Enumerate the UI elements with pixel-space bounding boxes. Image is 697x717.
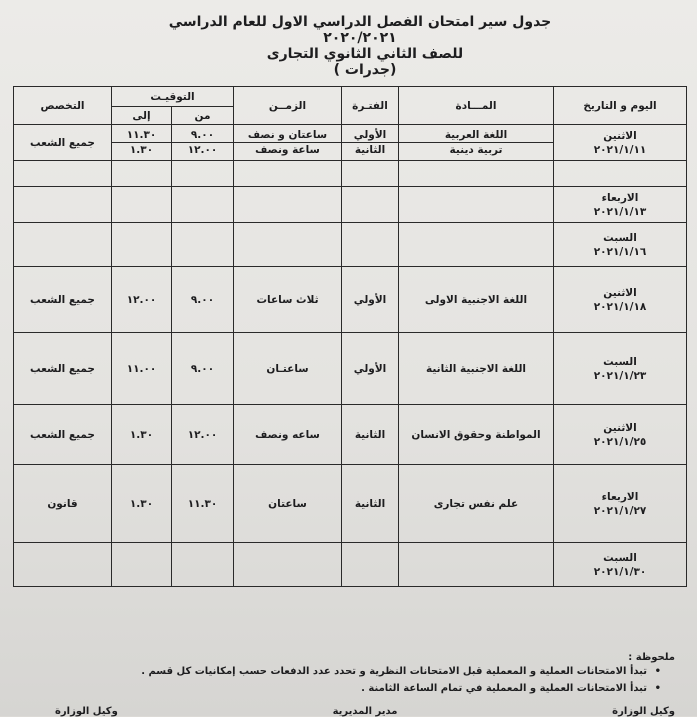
title-line-2: للصف الثاني الثانوي التجارى (جدرات ) (266, 46, 464, 78)
to-cell (112, 333, 172, 405)
duration-value: ثلاث ساعات (256, 293, 319, 306)
subject-value: تربية دينية (399, 142, 553, 157)
subject-value: اللغة الاجنبية الثانية (425, 362, 526, 375)
day-name: الاربعاء (601, 191, 639, 204)
table-row (14, 543, 687, 587)
duration-value: ساعة ونصف (234, 142, 341, 157)
to-cell (112, 223, 172, 267)
day-name: الاثنين (603, 421, 637, 434)
header-to: إلى (112, 107, 172, 125)
to-value: ١١.٠٠ (126, 362, 157, 375)
to-value: ١.٣٠ (129, 497, 154, 510)
to-cell (112, 405, 172, 465)
from-cell (172, 465, 234, 543)
period-cell (342, 161, 399, 187)
period-cell (342, 267, 399, 333)
subject-cell (399, 125, 554, 161)
subject-value: علم نفس تجارى (433, 497, 519, 510)
signature-middle: مدير المديرية (332, 706, 398, 717)
day-date-cell (554, 267, 687, 333)
duration-cell (234, 333, 342, 405)
duration-cell (234, 161, 342, 187)
day-date-cell (554, 405, 687, 465)
notes-section (35, 652, 675, 700)
subject-cell (399, 187, 554, 223)
subject-value: اللغة الاجنبية الاولى (424, 293, 528, 306)
specialization-cell: قانون (14, 465, 112, 543)
specialization-cell: جميع الشعب (14, 267, 112, 333)
to-cell (112, 187, 172, 223)
period-cell (342, 543, 399, 587)
from-value: ٩.٠٠ (190, 362, 215, 375)
specialization-cell (14, 161, 112, 187)
signatures (55, 706, 675, 717)
table-row (14, 161, 687, 187)
day-name: السبت (603, 551, 637, 564)
period-value: الثانية (354, 428, 386, 441)
from-cell (172, 405, 234, 465)
notes-title: ملحوظة : (628, 652, 675, 663)
to-cell (112, 161, 172, 187)
from-cell (172, 543, 234, 587)
header-timing: التوقيـت (112, 87, 234, 107)
to-cell (112, 125, 172, 161)
day-date-cell (554, 465, 687, 543)
duration-cell (234, 223, 342, 267)
subject-cell (399, 267, 554, 333)
from-value: ٩.٠٠ (190, 129, 215, 141)
from-cell (172, 267, 234, 333)
period-cell (342, 465, 399, 543)
period-value: الأولي (353, 293, 387, 306)
from-cell (172, 333, 234, 405)
to-cell (112, 543, 172, 587)
to-cell (112, 465, 172, 543)
to-value: ١.٣٠ (112, 142, 171, 157)
specialization-cell: جميع الشعب (14, 125, 112, 161)
specialization-cell (14, 543, 112, 587)
day-name: الاثنين (603, 286, 637, 299)
period-cell (342, 405, 399, 465)
exam-date: ٢٠٢١/١/١٨ (593, 300, 647, 313)
day-name: الاربعاء (601, 490, 639, 503)
subject-cell (399, 223, 554, 267)
specialization-cell (14, 223, 112, 267)
exam-date: ٢٠٢١/١/٢٧ (593, 504, 647, 517)
specialization-cell (14, 187, 112, 223)
period-cell (342, 125, 399, 161)
header-from: من (172, 107, 234, 125)
subject-cell (399, 405, 554, 465)
duration-cell (234, 543, 342, 587)
header-subject: المـــادة (399, 87, 554, 125)
table-row (14, 223, 687, 267)
subject-cell (399, 161, 554, 187)
period-value: الأولي (353, 129, 387, 141)
duration-value: ساعتـان (266, 362, 309, 375)
duration-value: ساعه ونصف (255, 428, 320, 441)
subject-cell (399, 543, 554, 587)
duration-cell (234, 267, 342, 333)
day-date-cell (554, 187, 687, 223)
from-cell (172, 187, 234, 223)
day-date-cell (554, 161, 687, 187)
note-item: • تبدأ الامتحانات العملية و المعملية قبل الامتحانات النظرية و تحدد عدد الدفعات حسب إمكانيات كل قسم . (35, 666, 647, 677)
from-cell (172, 125, 234, 161)
day-name: الاثنين (603, 129, 637, 142)
from-cell (172, 223, 234, 267)
from-value: ١١.٣٠ (187, 497, 218, 510)
exam-date: ٢٠٢١/١/٢٣ (593, 369, 647, 382)
day-name: السبت (603, 355, 637, 368)
specialization-cell: جميع الشعب (14, 405, 112, 465)
header-day-date: اليوم و التاريخ (554, 87, 687, 125)
subject-value: اللغة العربية (444, 129, 508, 141)
from-value: ١٢.٠٠ (172, 142, 233, 157)
duration-cell (234, 125, 342, 161)
period-cell (342, 223, 399, 267)
from-cell (172, 161, 234, 187)
header-period: الفتـرة (342, 87, 399, 125)
duration-cell (234, 405, 342, 465)
to-value: ١٢.٠٠ (126, 293, 157, 306)
day-date-cell (554, 223, 687, 267)
table-row (14, 187, 687, 223)
exam-date: ٢٠٢١/١/١١ (593, 143, 647, 156)
table-row (14, 125, 687, 161)
exam-date: ٢٠٢١/١/٣٠ (593, 565, 647, 578)
duration-value: ساعتان (268, 497, 307, 510)
day-date-cell (554, 333, 687, 405)
exam-date: ٢٠٢١/١/١٦ (593, 245, 647, 258)
header-duration: الزمــن (234, 87, 342, 125)
table-row (14, 333, 687, 405)
table-row (14, 267, 687, 333)
to-value: ١١.٣٠ (126, 129, 157, 141)
duration-cell (234, 187, 342, 223)
from-value: ١٢.٠٠ (187, 428, 218, 441)
exam-date: ٢٠٢١/١/١٣ (593, 205, 647, 218)
table-row (14, 465, 687, 543)
period-cell (342, 187, 399, 223)
note-item: • تبدأ الامتحانات العملية و المعملية في تمام الساعة الثامنة . (35, 683, 647, 694)
specialization-cell: جميع الشعب (14, 333, 112, 405)
period-value: الثانية (354, 497, 386, 510)
day-name: السبت (603, 231, 637, 244)
period-value: الثانية (342, 142, 398, 157)
signature-left: وكيل الوزارة (55, 706, 118, 717)
day-date-cell (554, 543, 687, 587)
signature-right: وكيل الوزارة (612, 706, 675, 717)
from-value: ٩.٠٠ (190, 293, 215, 306)
duration-cell (234, 465, 342, 543)
to-cell (112, 267, 172, 333)
subject-value: المواطنة وحقوق الانسان (411, 428, 541, 441)
day-date-cell (554, 125, 687, 161)
table-row (14, 405, 687, 465)
period-cell (342, 333, 399, 405)
header-specialization: التخصص (14, 87, 112, 125)
period-value: الأولي (353, 362, 387, 375)
subject-cell (399, 333, 554, 405)
to-value: ١.٣٠ (129, 428, 154, 441)
title-line-1: جدول سير امتحان الفصل الدراسي الاول للعام الدراسي ٢٠٢٠/٢٠٢١ (168, 14, 552, 46)
exam-date: ٢٠٢١/١/٢٥ (593, 435, 647, 448)
schedule-table (13, 86, 687, 587)
duration-value: ساعتان و نصف (247, 129, 328, 141)
subject-cell (399, 465, 554, 543)
